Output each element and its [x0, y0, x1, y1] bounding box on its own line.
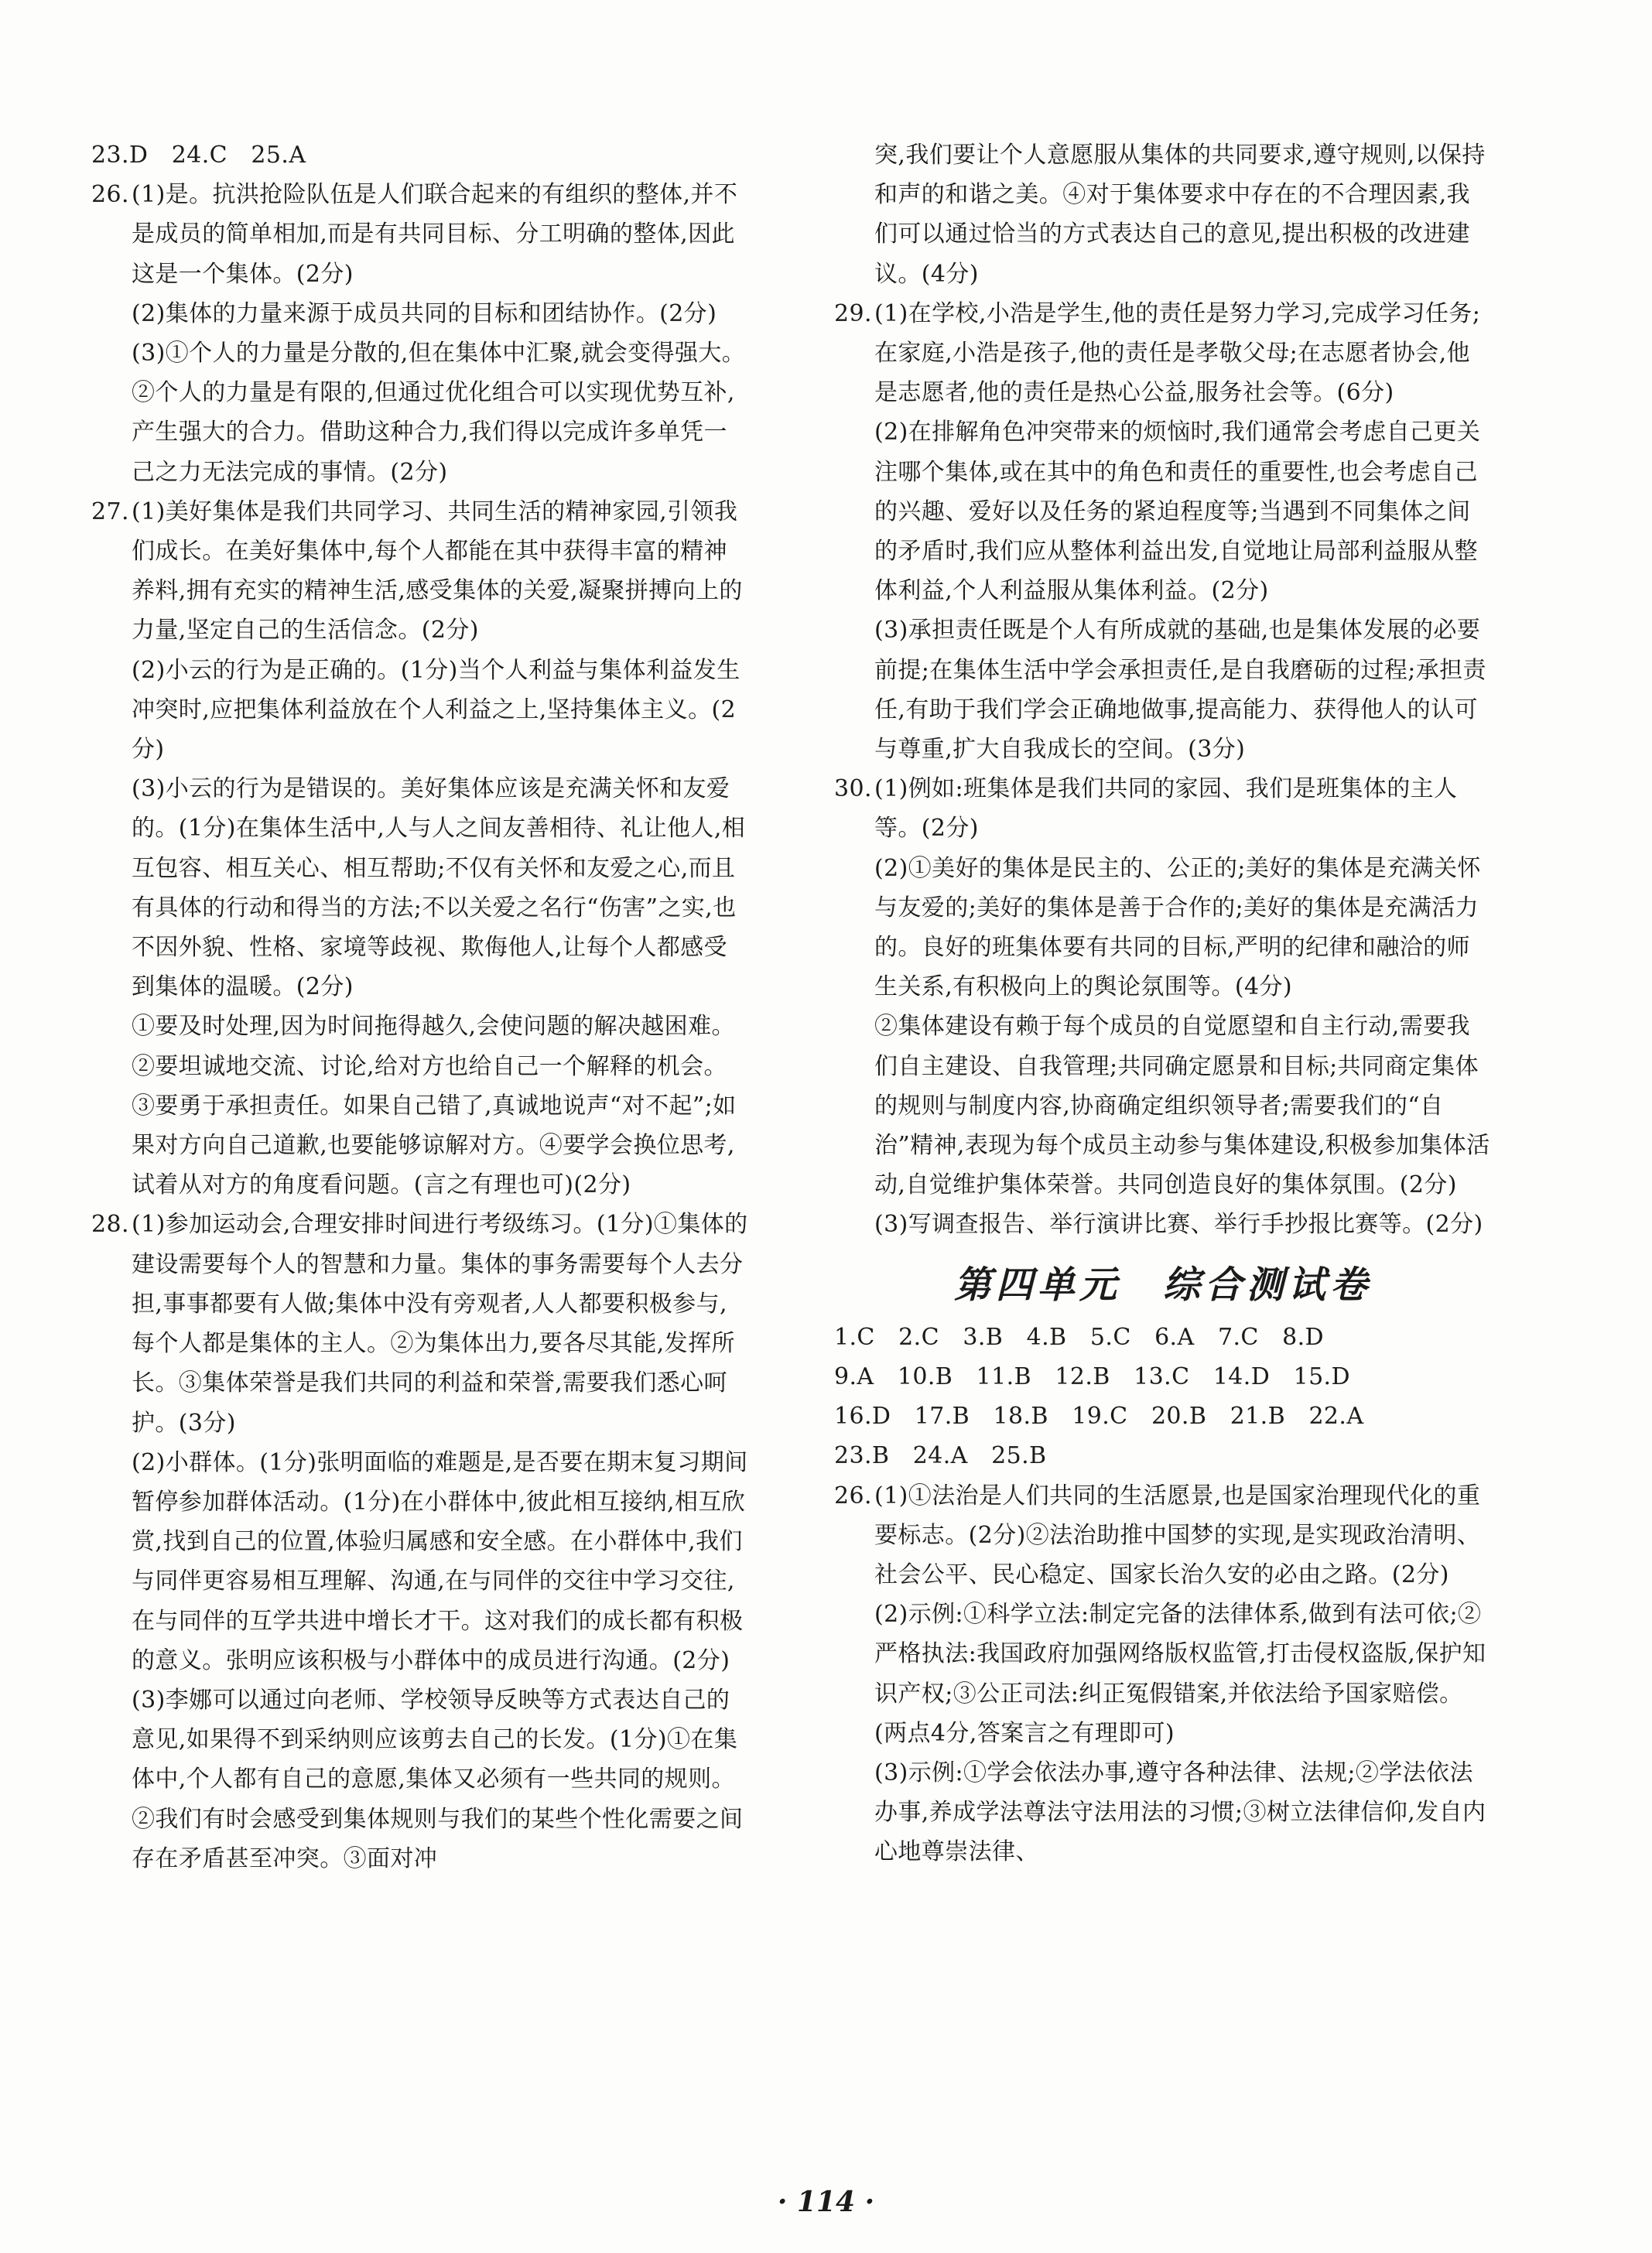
question-27 [91, 492, 749, 1205]
answer-paragraph: (1)美好集体是我们共同学习、共同生活的精神家园,引领我们成长。在美好集体中,每个人都能在其中获得丰富的精神养料,拥有充实的精神生活,感受集体的关爱,凝聚拼搏向上的力量,坚定自己的生活信念。(2分) [132, 497, 743, 644]
answer-paragraph: (3)小云的行为是错误的。美好集体应该是充满关怀和友爱的。(1分)在集体生活中,人与人之间友善相待、礼让他人,相互包容、相互关心、相互帮助;不仅有关怀和友爱之心,而且有具体的行动和得当的方法;不以关爱之名行“伤害”之实,也不因外貌、性格、家境等歧视、欺侮他人,让每个人都感受到集体的温暖。(2分) [132, 775, 746, 1001]
question-26-unit4 [834, 1476, 1492, 1872]
answer-paragraph: (1)参加运动会,合理安排时间进行考级练习。(1分)①集体的建设需要每个人的智慧和力量。集体的事务需要每个人去分担,事事都要有人做;集体中没有旁观者,人人都要积极参与,每个人都是集体的主人。②为集体出力,要各尽其能,发挥所长。③集体荣誉是我们共同的利益和荣誉,需要我们悉心呵护。(3分) [132, 1211, 748, 1437]
answer-paragraph: ②集体建设有赖于每个成员的自觉愿望和自主行动,需要我们自主建设、自我管理;共同确定愿景和目标;共同商定集体的规则与制度内容,协商确定组织领导者;需要我们的“自治”精神,表现为每个成员主动参与集体建设,积极参加集体活动,自觉维护集体荣誉。共同创造良好的集体氛围。(2分) [874, 1013, 1490, 1199]
question-number: 28. [91, 1211, 129, 1239]
left-column [91, 135, 749, 1879]
page-number: · 114 · [777, 2186, 875, 2218]
answer-paragraph: (3)写调查报告、举行演讲比赛、举行手抄报比赛等。(2分) [874, 1211, 1483, 1239]
answer-paragraph: (2)①美好的集体是民主的、公正的;美好的集体是充满关怀与友爱的;美好的集体是善于合作的;美好的集体是充满活力的。良好的班集体要有共同的目标,严明的纪律和融洽的师生关系,有积极向上的舆论氛围等。(4分) [874, 854, 1481, 1001]
answer-paragraph: (3)①个人的力量是分散的,但在集体中汇聚,就会变得强大。②个人的力量是有限的,但通过优化组合可以实现优势互补,产生强大的合力。借助这种合力,我们得以完成许多单凭一己之力无法完成的事情。(2分) [132, 340, 746, 486]
answer-paragraph-continued: 突,我们要让个人意愿服从集体的共同要求,遵守规则,以保持和声的和谐之美。④对于集体要求中存在的不合理因素,我们可以通过恰当的方式表达自己的意见,提出积极的改进建议。(4分) [874, 142, 1486, 288]
question-number: 27. [91, 497, 129, 525]
question-number: 26. [834, 1482, 872, 1509]
answer-line: 23.D 24.C 25.A [91, 142, 306, 169]
answer-line: 9.A 10.B 11.B 12.B 13.C 14.D 15.D [834, 1362, 1350, 1390]
answer-line: 1.C 2.C 3.B 4.B 5.C 6.A 7.C 8.D [834, 1323, 1325, 1351]
answer-paragraph: (1)在学校,小浩是学生,他的责任是努力学习,完成学习任务;在家庭,小浩是孩子,他的责任是孝敬父母;在志愿者协会,他是志愿者,他的责任是热心公益,服务社会等。(6分) [874, 299, 1481, 407]
answer-line: 23.B 24.A 25.B [834, 1442, 1047, 1470]
answer-line: 16.D 17.B 18.B 19.C 20.B 21.B 22.A [834, 1403, 1364, 1431]
answer-paragraph: (2)集体的力量来源于成员共同的目标和团结协作。(2分) [132, 299, 717, 327]
question-number: 26. [91, 181, 129, 209]
question-30 [834, 769, 1492, 1244]
answer-paragraph: (2)小群体。(1分)张明面临的难题是,是否要在期末复习期间暂停参加群体活动。(1分)在小群体中,彼此相互接纳,相互欣赏,找到自己的位置,体验归属感和安全感。在小群体中,我们与同伴更容易相互理解、沟通,在与同伴的交往中学习交往,在与同伴的互学共进中增长才干。这对我们的成长都有积极的意义。张明应该积极与小群体中的成员进行沟通。(2分) [132, 1448, 748, 1674]
answer-paragraph: (3)承担责任既是个人有所成就的基础,也是集体发展的必要前提;在集体生活中学会承担责任,是自我磨砺的过程;承担责任,有助于我们学会正确地做事,提高能力、获得他人的认可与尊重,扩大自我成长的空间。(3分) [874, 617, 1486, 764]
answer-paragraph: (1)①法治是人们共同的生活愿景,也是国家治理现代化的重要标志。(2分)②法治助推中国梦的实现,是实现政治清明、社会公平、民心稳定、国家长治久安的必由之路。(2分) [874, 1482, 1481, 1588]
answer-paragraph: (2)小云的行为是正确的。(1分)当个人利益与集体利益发生冲突时,应把集体利益放在个人利益之上,坚持集体主义。(2分) [132, 656, 740, 764]
right-column [834, 135, 1492, 1872]
question-29 [834, 294, 1492, 769]
answer-paragraph: (2)在排解角色冲突带来的烦恼时,我们通常会考虑自己更关注哪个集体,或在其中的角色和责任的重要性,也会考虑自己的兴趣、爱好以及任务的紧迫程度等;当遇到不同集体之间的矛盾时,我们应从整体利益出发,自觉地让局部利益服从整体利益,个人利益服从集体利益。(2分) [874, 419, 1481, 605]
question-26 [91, 175, 749, 492]
question-number: 29. [834, 299, 872, 327]
question-number: 30. [834, 775, 872, 803]
question-28 [91, 1205, 749, 1878]
answer-paragraph: ①要及时处理,因为时间拖得越久,会使问题的解决越困难。②要坦诚地交流、讨论,给对方也给自己一个解释的机会。③要勇于承担责任。如果自己错了,真诚地说声“对不起”;如果对方向自己道歉,也要能够谅解对方。④要学会换位思考,试着从对方的角度看问题。(言之有理也可)(2分) [132, 1013, 737, 1199]
answer-paragraph: (3)李娜可以通过向老师、学校领导反映等方式表达自己的意见,如果得不到采纳则应该剪去自己的长发。(1分)①在集体中,个人都有自己的意愿,集体又必须有一些共同的规则。②我们有时会感受到集体规则与我们的某些个性化需要之间存在矛盾甚至冲突。③面对冲 [132, 1686, 744, 1872]
answer-paragraph: (1)例如:班集体是我们共同的家园、我们是班集体的主人等。(2分) [874, 775, 1458, 843]
section-title: 第四单元 综合测试卷 [953, 1263, 1372, 1307]
answer-paragraph: (3)示例:①学会依法办事,遵守各种法律、法规;②学法依法办事,养成学法尊法守法用法的习惯;③树立法律信仰,发自内心地尊崇法律、 [874, 1759, 1486, 1866]
answer-paragraph: (1)是。抗洪抢险队伍是人们联合起来的有组织的整体,并不是成员的简单相加,而是有共同目标、分工明确的整体,因此这是一个集体。(2分) [132, 181, 738, 288]
answer-paragraph: (2)示例:①科学立法:制定完备的法律体系,做到有法可依;②严格执法:我国政府加强网络版权监管,打击侵权盗版,保护知识产权;③公正司法:纠正冤假错案,并依法给予国家赔偿。(两点4分,答案言之有理即可) [874, 1601, 1486, 1747]
